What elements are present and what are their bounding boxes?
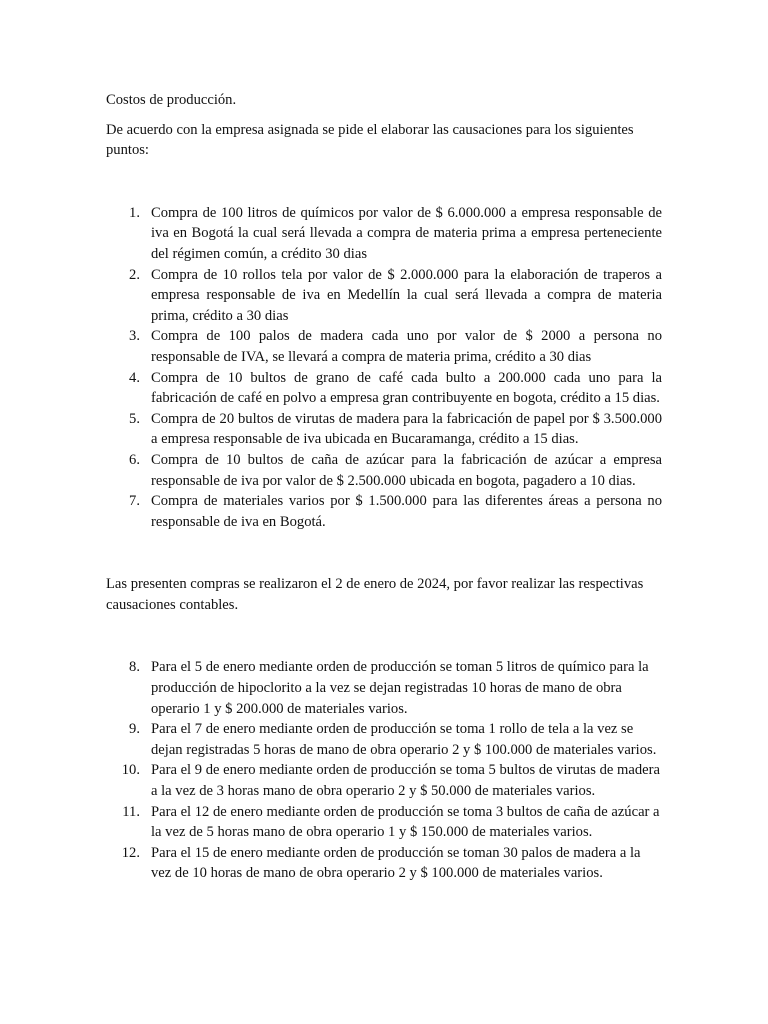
list-item [106,491,662,532]
orders-list [106,657,662,884]
item-text: Compra de 20 bultos de virutas de madera para la fabricación de papel por $ 3.500.000 a empresa responsable de iva ubicada en Bucaramanga, crédito a 15 dias. [151,410,662,448]
item-text: Compra de 100 palos de madera cada uno por valor de $ 2000 a persona no responsable de IVA, se llevará a compra de materia prima, crédito a 30 dias [151,328,662,365]
spacer [106,161,662,203]
item-text: Compra de 10 rollos tela por valor de $ 2.000.000 para la elaboración de traperos a empresa responsable de iva en Medellín la cual será llevada a compra de materia prima, crédito a 30 dias [151,266,662,324]
item-text: Compra de 10 bultos de grano de café cada bulto a 200.000 cada uno para la fabricación de café en polvo a empresa gran contribuyente en bogota, crédito a 15 dias. [151,369,662,407]
item-number: 10. [121,762,140,779]
list-item [106,802,662,843]
item-number: 4. [129,369,140,386]
item-number: 2. [129,266,140,283]
item-text: Para el 5 de enero mediante orden de producción se toman 5 litros de químico para la producción de hipoclorito a la vez se dejan registradas 10 horas de mano de obra operario 1 y $ 200.000 de materiales varios. [151,659,649,717]
list-item [106,450,662,491]
spacer [106,532,662,574]
list-item [106,326,662,367]
item-text: Compra de materiales varios por $ 1.500.000 para las diferentes áreas a persona no responsable de iva en Bogotá. [151,493,662,530]
item-number: 8. [129,659,140,676]
item-number: 9. [129,721,140,738]
item-number: 7. [129,493,140,510]
item-number: 12. [121,844,140,861]
list-item [106,368,662,409]
item-text: Para el 15 de enero mediante orden de producción se toman 30 palos de madera a la vez de 10 horas de mano de obra operario 2 y $ 100.000 de materiales varios. [151,844,641,882]
spacer [106,615,662,657]
list-item [106,760,662,801]
intro-paragraph: De acuerdo con la empresa asignada se pide el elaborar las causaciones para los siguientes puntos: [106,121,634,159]
document-title: Costos de producción. [106,92,237,108]
item-number: 5. [129,410,140,427]
list-item [106,843,662,884]
item-number: 6. [129,451,140,468]
item-text: Para el 7 de enero mediante orden de producción se toma 1 rollo de tela a la vez se dejan registradas 5 horas de mano de obra operario 2 y $ 100.000 de materiales varios. [151,721,657,758]
middle-paragraph: Las presenten compras se realizaron el 2 de enero de 2024, por favor realizar las respectivas causaciones contables. [106,576,644,613]
document-page [106,90,662,884]
item-number: 3. [129,328,140,345]
purchases-list [106,203,662,533]
list-item [106,203,662,265]
item-text: Para el 12 de enero mediante orden de producción se toma 3 bultos de caña de azúcar a la vez de 5 horas mano de obra operario 1 y $ 150.000 de materiales varios. [151,803,660,841]
item-text: Para el 9 de enero mediante orden de producción se toma 5 bultos de virutas de madera a la vez de 3 horas mano de obra operario 2 y $ 50.000 de materiales varios. [151,762,660,800]
list-item [106,265,662,327]
list-item [106,719,662,760]
list-item [106,409,662,450]
item-text: Compra de 100 litros de químicos por valor de $ 6.000.000 a empresa responsable de iva en Bogotá la cual será llevada a compra de materia prima a empresa perteneciente del régimen común, a crédito 30 dias [151,204,662,262]
item-text: Compra de 10 bultos de caña de azúcar para la fabricación de azúcar a empresa responsable de iva por valor de $ 2.500.000 ubicada en bogota, pagadero a 10 dias. [151,451,662,489]
item-number: 11. [122,803,140,820]
list-item [106,657,662,719]
item-number: 1. [129,204,140,221]
